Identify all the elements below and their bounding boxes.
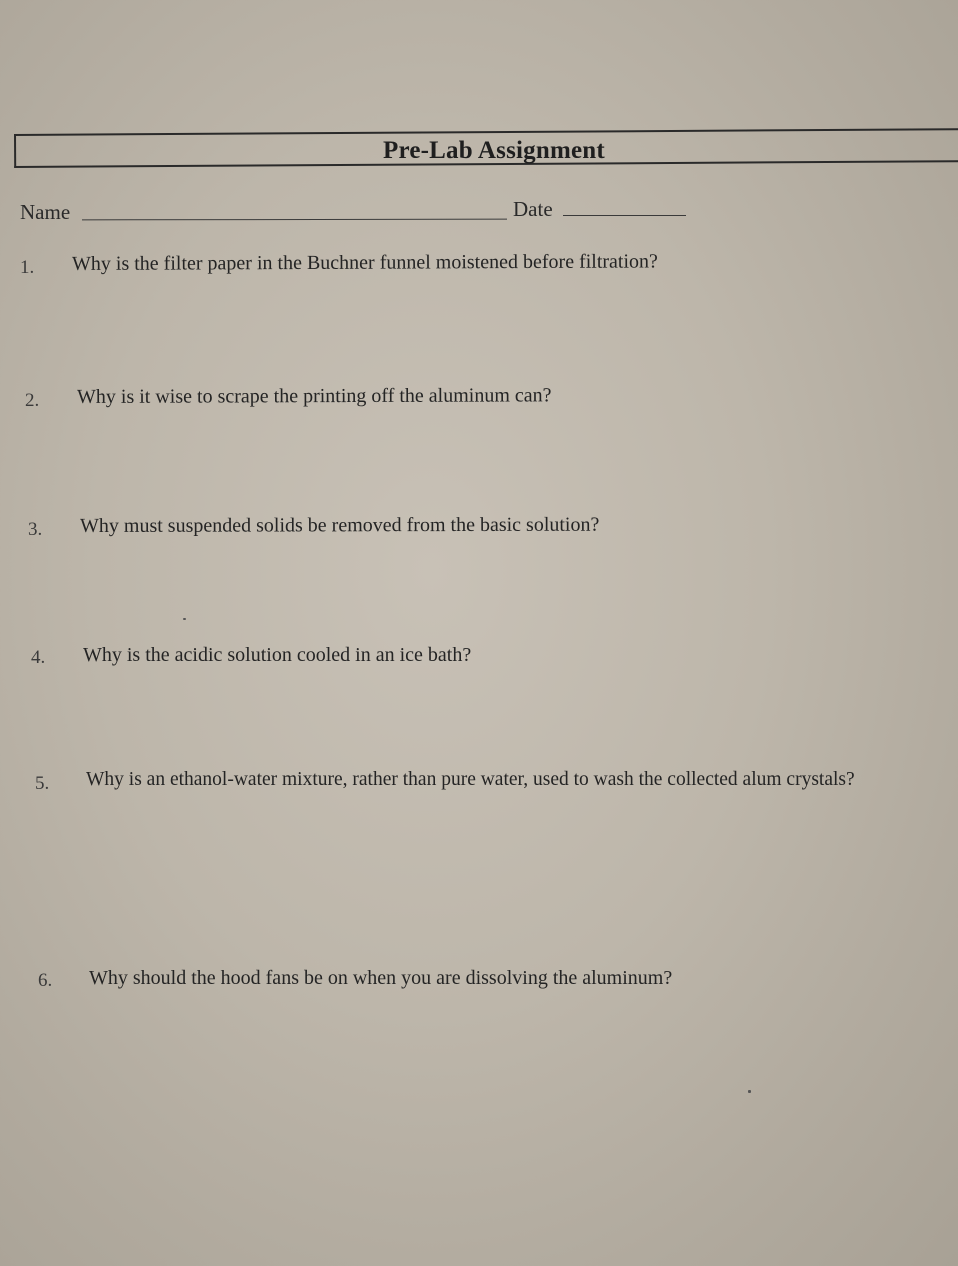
name-label: Name <box>20 200 71 224</box>
date-field-line[interactable] <box>563 215 686 216</box>
question-text: Why is the acidic solution cooled in an ice bath? <box>83 644 472 666</box>
paper-speck <box>748 1090 751 1093</box>
question-number: 4. <box>31 647 46 668</box>
page-title: Pre-Lab Assignment <box>383 137 605 164</box>
question-number: 3. <box>28 519 43 540</box>
question-text: Why is the filter paper in the Buchner funnel moistened before filtration? <box>71 250 658 275</box>
question-number: 2. <box>25 390 40 411</box>
question-number: 6. <box>38 970 53 991</box>
question-text: Why is it wise to scrape the printing off the aluminum can? <box>76 384 552 408</box>
question-text: Why must suspended solids be removed from the basic solution? <box>79 513 600 537</box>
question-text: Why should the hood fans be on when you are dissolving the aluminum? <box>89 967 673 989</box>
question-text: Why is an ethanol-water mixture, rather than pure water, used to wash the collected alum crystals? <box>86 769 855 790</box>
paper-speck <box>183 618 186 620</box>
date-label: Date <box>513 197 553 221</box>
name-field-line[interactable] <box>82 219 507 221</box>
question-number: 5. <box>35 773 50 794</box>
question-number: 1. <box>20 257 35 278</box>
